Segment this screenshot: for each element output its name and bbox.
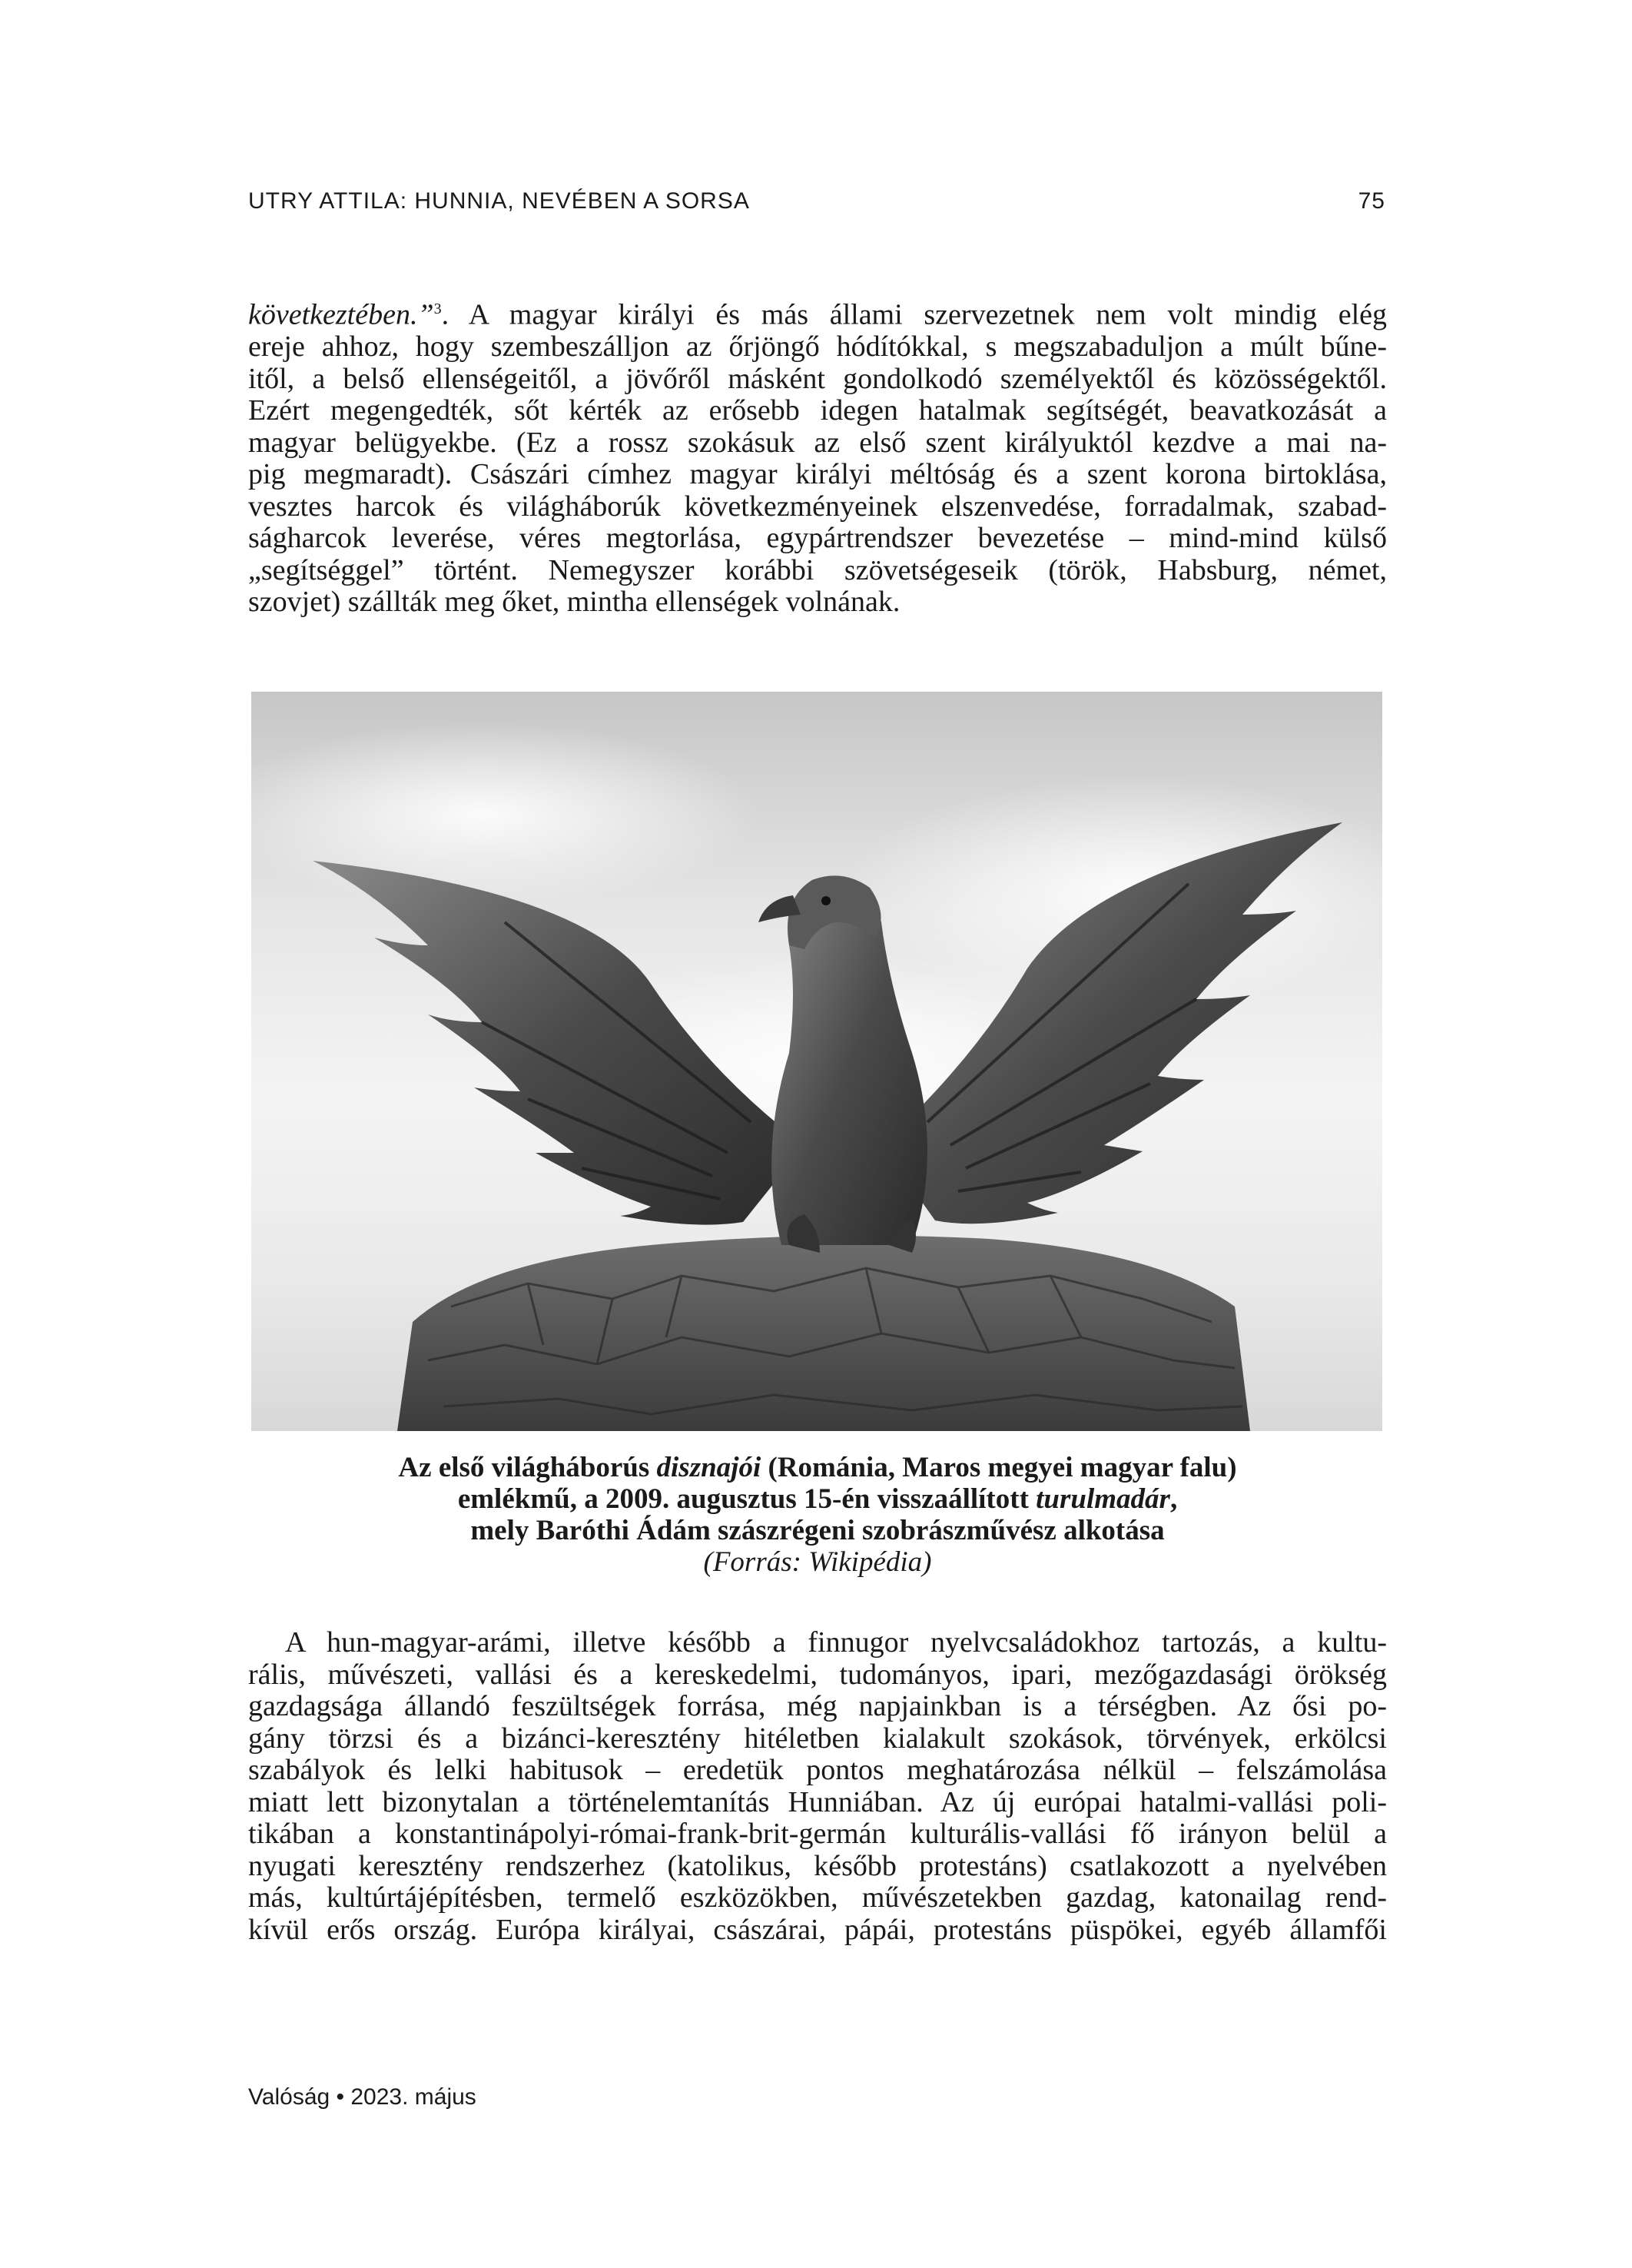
- caption-line-2: [248, 1483, 1387, 1515]
- caption-text: ,: [1169, 1483, 1178, 1515]
- footnote-ref: 3: [433, 301, 442, 317]
- paragraph-2-line: rális, művészeti, vallási és a kereskedelmi, tudományos, ipari, mezőgazdasági örökség: [248, 1658, 1387, 1691]
- paragraph-2-line: gazdagsága állandó feszültségek forrása, még napjainkban is a térségben. Az ősi po-: [248, 1690, 1387, 1722]
- paragraph-2-line: gány törzsi és a bizánci-keresztény hitéletben kialakult szokások, törvények, erkölcsi: [248, 1722, 1387, 1755]
- paragraph-2-line: szabályok és lelki habitusok – eredetük pontos meghatározása nélkül – felszámolása: [248, 1754, 1387, 1786]
- line-1-rest: . A magyar királyi és más állami szervezetnek nem volt mindig elég: [441, 298, 1387, 331]
- quote-ending-italic: következtében.”: [248, 298, 434, 331]
- paragraph-2-line: nyugati keresztény rendszerhez (katolikus, később protestáns) csatlakozott a nyelvében: [248, 1849, 1387, 1882]
- caption-line-1: [248, 1452, 1387, 1483]
- paragraph-1-line: szovjet) szállták meg őket, mintha ellenségek volnának.: [248, 586, 901, 619]
- turul-statue-photo: [251, 692, 1382, 1431]
- paragraph-1-line: magyar belügyekbe. (Ez a rossz szokásuk az első szent királyuktól kezdve a mai na-: [248, 426, 1387, 459]
- figure-caption: [248, 1452, 1387, 1578]
- paragraph-1-line: „segítséggel” történt. Nemegyszer korábbi szövetségeseik (török, Habsburg, német,: [248, 553, 1387, 586]
- caption-italic-term: turulmadár: [1036, 1483, 1170, 1515]
- page-number: 75: [1358, 188, 1385, 214]
- paragraph-2-line: tikában a konstantinápolyi-római-frank-brit-germán kulturális-vallási fő irányon belül a: [248, 1818, 1387, 1850]
- caption-source: (Forrás: Wikipédia): [703, 1546, 932, 1578]
- paragraph-1-line: Ezért megengedték, sőt kérték az erősebb idegen hatalmak segítségét, beavatkozását a: [248, 394, 1387, 427]
- running-title: UTRY ATTILA: HUNNIA, NEVÉBEN A SORSA: [248, 188, 750, 214]
- caption-line-3: mely Baróthi Ádám szászrégeni szobrászművész alkotása: [470, 1515, 1165, 1546]
- caption-text: (Románia, Maros megyei magyar falu): [761, 1452, 1237, 1483]
- paragraph-1-line: ságharcok leverése, véres megtorlása, egypártrendszer bevezetése – mind-mind külső: [248, 522, 1387, 555]
- paragraph-1-line: ereje ahhoz, hogy szembeszálljon az őrjöngő hódítókkal, s megszabaduljon a múlt bűne-: [248, 330, 1387, 364]
- paragraph-2-line: kívül erős ország. Európa királyai, császárai, pápái, protestáns püspökei, egyéb államfői: [248, 1913, 1387, 1946]
- paragraph-2-line: más, kultúrtájépítésben, termelő eszközökben, művészetekben gazdag, katonailag rend-: [248, 1881, 1387, 1914]
- paragraph-2-line: miatt lett bizonytalan a történelemtanítás Hunniában. Az új európai hatalmi-vallási poli-: [248, 1785, 1387, 1818]
- paragraph-1-line: pig megmaradt). Császári címhez magyar királyi méltóság és a szent korona birtoklása,: [248, 458, 1387, 491]
- caption-italic-place: disznajói: [656, 1452, 761, 1483]
- paragraph-1-line-1: [248, 294, 1387, 331]
- paragraph-1: [248, 294, 1387, 619]
- running-header: [248, 188, 1385, 219]
- caption-text: emlékmű, a 2009. augusztus 15-én visszaállított: [457, 1483, 1037, 1515]
- page-footer: Valóság • 2023. május: [248, 2084, 476, 2110]
- paragraph-2: [248, 1627, 1387, 1946]
- turul-bird-illustration: [251, 692, 1382, 1431]
- paragraph-1-line: vesztes harcok és világháborúk következményeinek elszenvedése, forradalmak, szabad-: [248, 490, 1387, 523]
- paragraph-1-line: itől, a belső ellenségeitől, a jövőről másként gondolkodó személyektől és közösségektől.: [248, 362, 1387, 395]
- caption-text: Az első világháborús: [398, 1452, 657, 1483]
- paragraph-2-line: A hun-magyar-arámi, illetve később a finnugor nyelvcsaládokhoz tartozás, a kultu-: [285, 1626, 1387, 1659]
